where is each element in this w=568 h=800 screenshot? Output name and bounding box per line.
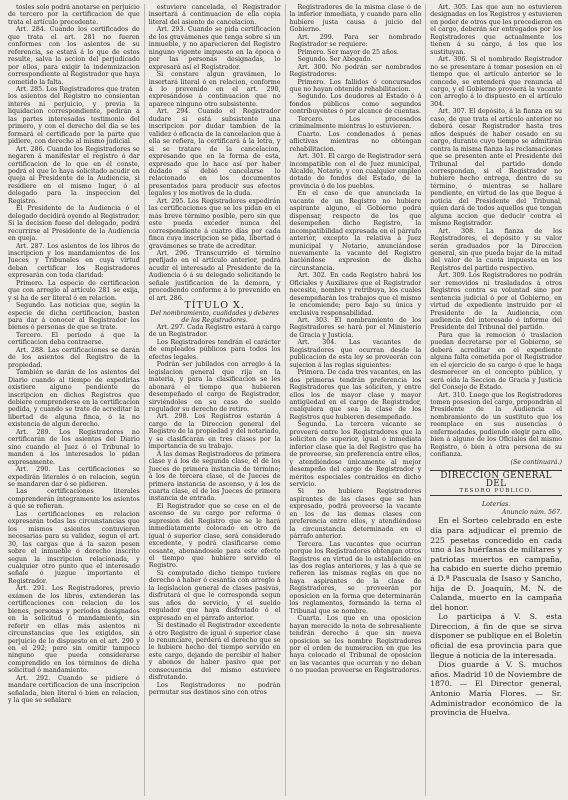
article-paragraph: Si destinado el Registrador excedente á otro Registro de igual ó superior clase lo renunciare, perderá el derecho que se le hubiere hecho del tiempo servido en este cargo, dejando de percibir el haber y abonos de haber pasivo que por consecuencia del mismo estuviere disfrutando. — [148, 622, 281, 682]
article-paragraph: Registradores de la misma clase ó de la inferior inmediata, y cuando para ello hubiere justa causa á juicio del Gobierno. — [289, 4, 422, 34]
article-paragraph: Art. 310. Luego que los Registradores tomen posesion del cargo, propondrán al Presidente de la Audiencia el nombramiento de un sustituto que los reemplace en sus ausencias ó enfermedades, pudiendo elegir para ello, bien á alguno de los Oficiales del mismo Registro, ó bien á otra persona de su confianza. — [430, 391, 562, 459]
article-paragraph: Si no hubiere Registradores aspirantes de las clases que se han expresado, podrá proveerse la vacante en los de las demas clases con preferencia entre ellos, y atendiéndose la circunstancia determinada en el párrafo anterior. — [289, 488, 422, 541]
article-paragraph: Los Registradores no podrán permutar sus destinos sino con otros — [148, 681, 281, 697]
announcement-paragraph: Lo participa á V. S. esta Direccion, á fin de que se sirva disponer se publique en el Boletín oficial de esa provincia para que llegue á noticia de la interesada. — [430, 612, 562, 660]
article-paragraph: Art. 298. Los Registros estarán á cargo de la Direccion general del Registro de la propiedad y del notariado, y se clasificarán en tres clases por la importancia de su trabajo. — [148, 413, 281, 451]
article-paragraph: Segundo. Ser Abogado. — [297, 56, 373, 64]
article-paragraph: Art. 288. Las certificaciones se darán de los asientos del Registro de la propiedad. — [8, 346, 140, 369]
article-paragraph: Cuarto. Los condenados á penas aflictivas mientras no obtengan rehabilitacion. — [289, 130, 422, 153]
direction-title: DIRECCION GENERAL DEL — [440, 471, 552, 489]
article-paragraph: Cuarta. Los que en una oposicion hayan merecido la nota de sobresaliente tendrán derecho á que sin nueva oposicion se les nombre Registradores por el orden de numeracion en que les haya colocado el Tribunal de oposicion en las vacantes que ocurran y no deban ó no puedan proveerse en Registradores. — [289, 615, 422, 675]
article-paragraph: En el caso de que anunciada la vacante de un Registro no hubiere aspirante alguno, el Gobierno podrá dispensar, respecto de los que desempeñen dicho Registro, la incompatibilidad expresada en el párrafo anterior, excepto la relativa á Juez municipal y Notario, anunciándose nuevamente la vacante del Registro haciéndose expresion de dicha circunstancia. — [289, 190, 422, 272]
column-2 — [144, 4, 281, 796]
continued-note: (Se continuará.) — [510, 458, 562, 466]
article-paragraph: Art. 306. Si el nombrado Registrador no se presentare á tomar posesion en el tiempo que el artículo anterior se le concede, se entenderá que renuncia al cargo, y el Gobierno proveerá la vacante con arreglo á lo dispuesto en el artículo 304. — [430, 56, 562, 108]
article-paragraph: Art. 284. Cuando los certificados de que trata el art. 281 no fueren conformes con los asientos de su referencia, se estará á lo que de estos resulte, salva la accion del perjudicado por ellos, para exigir la indemnizacion correspondiente al Registrador que haya cometido la falta. — [8, 26, 140, 86]
announcement-number: Anuncio núm. 567. — [501, 508, 562, 516]
article-paragraph: Art. 296. Transcurrido el término prefijado en el artículo anterior, podrá acudir el interesado al Presidente de la Audiencia ó á su delegado solicitando le señale justificacion de la demora, y procediendo conforme á lo prevenido en el art. 286. — [148, 249, 281, 302]
article-paragraph: Tercero. El período á que la certificacion deba contraerse. — [8, 331, 140, 347]
column-1 — [8, 4, 140, 796]
direction-subtitle: TESORO PÚBLICO. — [459, 488, 533, 494]
article-paragraph: Segunda. La tercera vacante se proveerá entre los Registradores que la soliciten de superior, igual ó inmediata inferior clase que la del Registro que ha de proveerse, sin preferencia entre ellos, y atendiéndose únicamente al mejor desempeño del cargo de Registrador y méritos especiales contraidos en dicho servicio. — [289, 421, 422, 488]
column-4 — [425, 4, 562, 796]
article-paragraph: Primero. Los fallidos ó concursados que no hayan obtenido rehabilitacion. — [289, 78, 422, 93]
article-paragraph: También se darán de los asientos del Diario cuando al tiempo de expedirlas existiere alguno pendiente de inscripcion en dichos Registros que debiere comprenderse en la certificacion pedida, y cuando se trate de acreditar la libertad de alguna finca, ó la no existencia de algun derecho. — [8, 369, 140, 429]
article-paragraph: Las certificaciones literales comprenderán íntegramente los asientos á que se refieran. — [8, 488, 140, 511]
article-paragraph: Las certificaciones en relacion expresarán todas las circunstancias que los mismos asientos contuvieren necesarias para su validez, segun el art. 30, las cargas que á la sazon pesen sobre el inmueble ó derecho inscrito segun la inscripcion relacionada, y cualquier otro punto que el interesado señale ó juzgue importante el Registrador. — [8, 510, 140, 585]
divider-thin — [430, 495, 562, 496]
article-paragraph: Art. 300. No podrán ser nombrados Registradores: — [289, 63, 422, 79]
column-3 — [285, 4, 422, 796]
article-paragraph: Art. 304. Las vacantes de Registradores que ocurran desde la publicacion de esta ley se proveerán con sujecion á las reglas siguientes: — [289, 339, 422, 369]
article-paragraph: Segundo. Las noticias que, según la especie de dicha certificacion, basten para dar á conocer al Registrador los bienes ó personas de que se trate. — [8, 302, 140, 332]
article-paragraph: El Registrador que se cese en el de ascenso de su cargo por reforma ó supresion del Registro que se le hará inmediatamente colocado en otro de igual ó superior clase, será considerado excedente, y podrá clasificarse como cesante, abonándosele para este efecto el tiempo que hubiere servido el Registro. — [148, 502, 281, 570]
article-paragraph: Art. 286. Cuando los Registradores se negaren á manifestar el registro ó dar certificacion de lo que en él conste, podrá el que lo haya solicitado acudir en queja al Presidente de la Audiencia, si residiere en el mismo lugar, ó al delegado para la inspeccion del Registro. — [8, 145, 140, 205]
article-paragraph: Primera. De cada tres vacantes, en las dos primeras tendrán preferencia los Registradores que las soliciten, y entre ellos los de mayor clase y mayor antigüedad en el cargo de Registrador, cualquiera que sea la clase de los Registros que hubieren desempeñado. — [289, 369, 422, 421]
article-paragraph: Art. 309. Los Registradores no podrán ser removidos ni trasladados á otros Registros contra su voluntad sino por sentencia judicial ó por el Gobierno, en virtud de expediente instruido por el Presidente de la Audiencia, con audiencia del interesado é informe del Presidente del Tribunal del partido. — [430, 272, 562, 332]
article-paragraph: Art. 295. Los Registradores expedirán las certificaciones que se les pidan en el más breve término posible, pero sin que este pueda exceder nunca del correspondiente á cuatro días por cada finca cuya inscripcion se pida, libertad ó gravámenes se trate de acreditar. — [148, 197, 281, 250]
article-paragraph: Tercero. Los procesados criminalmente mientras lo estuvieren. — [289, 115, 422, 131]
article-paragraph: Art. 292. Cuando se pidiere ó mandare certificacion de una inscripcion señalada, bien literal ó bien en relacion, y la que se señalare — [8, 674, 140, 705]
article-paragraph: Podrán ser jubilados con arreglo á la legislacion general que rija en la materia, y para la clasificacion se les abonará el tiempo que hubieren desempeñado el cargo de Registrador, sirviéndoles en su caso de sueldo regulador su derecho de retiro. — [148, 361, 281, 413]
section-subtitle: Del nombramiento, cualidades y deberes de los Registradores. — [150, 309, 279, 324]
article-paragraph: Art. 303. El nombramiento de los Registradores se hará por el Ministerio de Gracia y Justicia. — [289, 317, 422, 339]
article-paragraph: Art. 297. Cada Registro estará á cargo de un Registrador. — [148, 323, 281, 339]
section-title: TÍTULO X. — [184, 300, 245, 312]
article-paragraph: Art. 290. Las certificaciones se expedirán literales ó en relacion, según se mandaren dar ó se pidieren. — [8, 466, 140, 488]
article-paragraph: Si computado dicho tiempo tuviere derecho á haber ó cesantía con arreglo á la legislacion general de clases pasivas, disfrutará el que le corresponda segun sus años de servicio, y el sueldo regulador que haya disfrutado ó el expresado en el párrafo anterior. — [148, 569, 281, 622]
announcement-body — [430, 516, 562, 717]
article-paragraph: Art. 308. La fianza de los Registradores, el depósito y su valor serán graduados por la Direccion general, sin que pueda bajar de la mitad del valor de la cuota impuesta en los Registros del partido respectivo. — [430, 227, 562, 272]
announcement-paragraph: En el Sorteo celebrado en este día para adjudicar el premio de 225 pesetas concedido en cada uno á las huérfanas de militares y patriotas muertos en campaña, ha cabido en suerte dicho premio á D.ª Pascuala de Isaso y Sancho, hija de D. Joaquín, M. N. de Calanda, muerto en la campaña del honor. — [430, 516, 562, 612]
article-paragraph: Art. 287. Los asientos de los libros de inscripcion y los mandamientos de los Jueces y Tribunales en cuya virtud deban certificar los Registradores expresarán con toda claridad: — [8, 242, 140, 280]
article-paragraph: Para que la remocion ó traslacion puedan decretarse por el Gobierno, se deberá acreditar en el expediente alguna falta cometida por el Registrador en el ejercicio de su cargo ó que le haga desmerecer en el concepto público, y será oída la Seccion de Gracia y Justicia del Consejo de Estado. — [430, 331, 562, 392]
article-paragraph: Art. 307. El depósito, á la fianza en su caso, de que trata el artículo anterior no deberá cesar Registrador hasta tres años después de haber cesado en su cargo, durante cuyo tiempo se admitirán contra la misma fianza las reclamaciones que se presenten ante el Presidente del Tribunal del partido donde correspondan, si el Registrador no hubiere hecho entrega, dentro de su término, ó mientras se hallare pendiente, en virtud de las que llegue á noticia del Presidente del Tribunal, quien dará de todos aquellos que tengan alguna accion que deducir contra el mismo Registrador. — [430, 108, 562, 228]
article-paragraph: Art. 301. El cargo de Registrador será incompatible con el de Juez municipal, Alcalde, Notario, y con cualquier empleo dotado de fondos del Estado, de la provincia ó de los pueblos. — [289, 153, 422, 190]
article-paragraph: Art. 305. Las que aun no estuvieren designadas en los Registros y estuvieren en poder de otros que les precedieron en el cargo, deberán ser entregados por los Registradores que actualmente los tienen á su cargo, á los que los sustituyan. — [430, 4, 562, 56]
article-paragraph: Tercera. Las vacantes que ocurran porque los Registradores obtengan otros Registros en virtud de lo establecido en las dos reglas anteriores, y las á que se refieren las mismas reglas en que no haya aspirantes de la clase de Registradores, se proveerán por oposicion en la forma que determinarán los reglamentos, formando la terna el Tribunal que se nombre. — [289, 540, 422, 615]
article-paragraph: Art. 302. En cada Registro habrá los Oficiales y Auxiliares que el Registrador necesite, nombre y retribuya, los cuales desempeñarán los trabajos que el mismo le encomiende; pero bajo su única y exclusiva responsabilidad. — [289, 272, 422, 317]
article-paragraph: Art. 285. Los Registradores que traten los asientos del Registro no consientan interés ni perjuicio, y previa la liquidacion correspondiente, pedirán á las partes interesadas testimonio del primero, y con el derecho del dia se les formará el certificado por la parte que pidiere, con derecho al mismo judicial. — [8, 85, 140, 146]
article-paragraph: Los Registradores tendrán el carácter de empleados públicos para todos los efectos legales. — [148, 338, 281, 361]
lottery-label: Loterías. — [482, 501, 511, 509]
article-paragraph: estuviere cancelada, el Registrador insertará á continuacion de ella copia literal del asiento de cancelacion. — [148, 4, 281, 26]
article-paragraph: Segundo. Los deudores al Estado ó á fondos públicos como segundos contribuyentes ó por alcance de cuentas. — [289, 93, 422, 116]
article-paragraph: tosles solo podrá anotarse en perjuicio de tercero por la certificacion de que trata el artículo precedente. — [8, 4, 140, 26]
article-paragraph: Primero. La especie de certificacion que con arreglo al artículo 281 se exija, y si ha de ser literal ó en relacion. — [8, 279, 140, 302]
article-paragraph: Primero. Ser mayor de 25 años. — [297, 48, 399, 56]
article-paragraph: Art. 291. Los Registradores, previo exámen de los libros, extenderán las certificaciones con relacion de los bienes, personas y períodos designados en la solicitud ó mandamiento, sin referir en ellas más asientos ni circunstancias que los exigidos, sin perjuicio de lo dispuesto en el art. 290 y en el 292; pero sin omitir tampoco ninguno que pueda considerarse comprendido en los términos de dicha solicitud ó mandamiento. — [8, 585, 140, 675]
article-paragraph: Art. 299. Para ser nombrado Registrador se requiere: — [289, 33, 422, 49]
article-paragraph: Art. 293. Cuando se pida certificacion de los gravámenes que tenga sobre sí un inmueble, y no aparecieren del Registro ninguno vigente impuesto en la época ó por las personas designadas, lo expresará así el Registrador. — [148, 26, 281, 71]
article-paragraph: Art. 289. Los Registradores no certificarán de los asientos del Diario sino cuando el Juez ó el Tribunal lo manden á los interesados lo pidan expresamente. — [8, 428, 140, 466]
announcement-paragraph: Dios guarde á V. S. muchos años. Madrid 10 de Noviembre de 1870. — El Director general, Antonio María Flores. — Sr. Administrador económico de la provincia de Huelva. — [430, 660, 562, 718]
article-paragraph: El Presidente de la Audiencia ó el delegado decidirá oyendo al Registrador. Si la decision fuese del delegado, podrá recurrirse al Presidente de la Audiencia en queja. — [8, 205, 140, 243]
article-paragraph: Art. 294. Cuando el Registrador dudare si está subsistente una inscripcion por dudar tambien de la validez ó eficacia de la cancelacion que á ella se refiera, la certificará á la letra, y si se tratare de la cancelacion, expresando que en la forma de esta, expresado que lo hace así por haber dudado si debió cancelarse lo relacionado en los documentos presentados para producir sus efectos legales y los motivos de la duda. — [148, 108, 281, 198]
article-paragraph: Si constare algun gravámen, lo insertará literal ó en relacion, conforme á lo prevenido en el art. 290, expresándose á continuacion que no aparece ninguno otro subsistente. — [148, 71, 281, 108]
columns — [8, 4, 562, 796]
article-paragraph: Á las demas Registradores de primera clase y á los de segunda clase, el de los Jueces de primera instancia de término; á los de tercera clase, el de Jueces de primera instancia de ascenso, y á los de cuarta clase, el de los Jueces de primera instancia de entrada. — [148, 450, 281, 503]
